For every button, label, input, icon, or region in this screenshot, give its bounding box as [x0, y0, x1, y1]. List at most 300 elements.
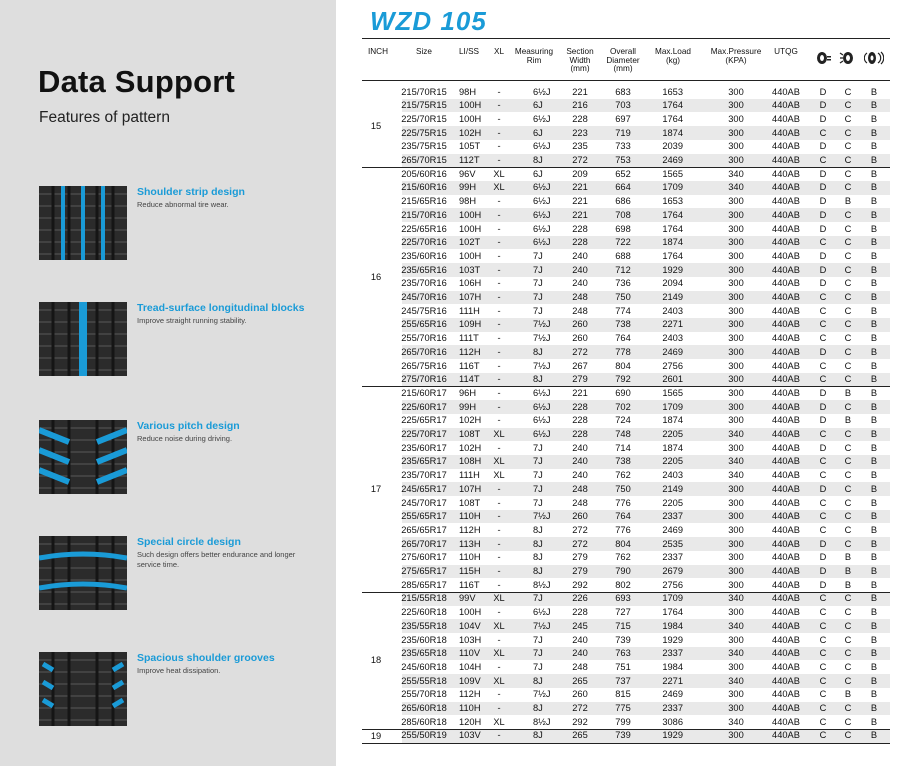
table-cell: D	[819, 442, 827, 453]
table-cell: 1709	[662, 401, 683, 412]
table-cell: C	[819, 703, 827, 713]
table-cell: 340	[728, 168, 744, 179]
tread-pattern-icon	[39, 652, 127, 726]
table-cell: 228	[572, 237, 588, 248]
table-cell: 300	[728, 524, 744, 535]
table-cell: 7J	[533, 264, 543, 275]
table-cell: 2535	[662, 538, 683, 549]
table-row	[402, 729, 890, 743]
table-cell: B	[870, 292, 878, 302]
table-cell: D	[819, 168, 827, 179]
table-cell: 100H	[459, 250, 482, 261]
table-cell: 738	[615, 456, 631, 467]
table-cell: 300	[728, 333, 744, 344]
table-cell: 7J	[533, 661, 543, 672]
table-cell: B	[870, 237, 878, 248]
table-cell: B	[870, 182, 878, 193]
table-cell: 750	[615, 483, 631, 494]
table-cell: 1764	[662, 607, 683, 618]
table-row	[402, 523, 890, 537]
table-cell: D	[819, 401, 827, 412]
table-cell: 300	[728, 511, 744, 522]
table-cell: 100H	[459, 209, 482, 220]
table-row	[402, 414, 890, 428]
table-cell: 104V	[459, 620, 481, 631]
table-cell: 228	[572, 401, 588, 412]
table-cell: C	[819, 360, 827, 371]
table-cell: 215/70R15	[401, 86, 447, 97]
table-cell: 690	[615, 387, 631, 398]
table-cell: 96V	[459, 168, 476, 179]
table-row	[402, 702, 890, 716]
table-cell: C	[844, 675, 852, 686]
table-cell: 300	[728, 86, 744, 97]
table-cell: 6J	[533, 168, 543, 179]
table-cell: 440AB	[772, 470, 800, 481]
table-cell: 762	[615, 552, 631, 563]
table-cell: C	[844, 716, 852, 727]
table-cell: 300	[728, 552, 744, 563]
table-cell: 440AB	[772, 250, 800, 261]
table-cell: 1874	[662, 237, 683, 248]
table-cell: 300	[728, 100, 744, 111]
table-row	[402, 428, 890, 442]
table-cell: C	[819, 648, 827, 659]
table-cell: 248	[572, 292, 588, 302]
table-cell: 7J	[533, 250, 543, 261]
table-cell: B	[844, 579, 852, 590]
table-cell: C	[819, 675, 827, 686]
table-cell: 109H	[459, 319, 482, 330]
table-cell: C	[844, 305, 852, 316]
table-cell: 7J	[533, 278, 543, 289]
table-cell: 2205	[662, 429, 683, 439]
table-cell: 440AB	[772, 442, 800, 453]
table-cell: 215/60R16	[401, 182, 447, 193]
table-cell: 7J	[533, 442, 543, 453]
table-cell: 440AB	[772, 524, 800, 535]
table-cell: 440AB	[772, 429, 800, 439]
table-cell: C	[844, 100, 852, 111]
table-cell: -	[497, 607, 501, 618]
table-cell: B	[870, 113, 878, 124]
table-row	[402, 606, 890, 620]
table-cell: C	[819, 620, 827, 631]
table-cell: 712	[615, 264, 631, 275]
table-cell: C	[844, 113, 852, 124]
header-size: Size	[416, 47, 432, 56]
table-cell: D	[819, 209, 827, 220]
table-cell: XL	[493, 456, 505, 467]
table-cell: B	[870, 305, 878, 316]
table-cell: 739	[615, 634, 631, 645]
table-cell: 255/65R17	[401, 511, 447, 522]
table-cell: B	[870, 168, 878, 179]
table-cell: 221	[572, 209, 588, 220]
page-subtitle: Features of pattern	[39, 109, 170, 126]
table-cell: XL	[493, 648, 505, 659]
table-cell: -	[497, 86, 501, 97]
table-cell: C	[819, 155, 827, 165]
table-cell: 802	[615, 579, 631, 590]
table-cell: -	[497, 346, 501, 357]
table-cell: 727	[615, 607, 631, 618]
table-cell: 6½J	[533, 401, 551, 412]
table-cell: B	[870, 607, 878, 618]
table-cell: 245/60R18	[401, 661, 447, 672]
table-cell: 300	[728, 264, 744, 275]
table-cell: C	[819, 689, 827, 700]
table-cell: -	[497, 387, 501, 398]
table-row	[402, 112, 890, 126]
table-cell: 778	[615, 346, 631, 357]
table-cell: C	[844, 730, 852, 741]
table-cell: C	[819, 374, 827, 385]
table-cell: B	[870, 470, 878, 481]
table-row	[402, 318, 890, 332]
table-cell: 440AB	[772, 689, 800, 700]
table-cell: B	[870, 675, 878, 686]
table-cell: C	[844, 374, 852, 385]
table-cell: C	[844, 483, 852, 494]
table-cell: 205/60R16	[401, 168, 447, 179]
table-cell: 225/70R16	[401, 237, 447, 248]
table-cell: C	[844, 360, 852, 371]
table-row	[402, 400, 890, 414]
table-cell: 110H	[459, 552, 481, 563]
table-cell: 226	[572, 593, 588, 604]
table-cell: 440AB	[772, 648, 800, 659]
table-cell: B	[870, 620, 878, 631]
table-cell: 440AB	[772, 155, 800, 165]
table-cell: 292	[572, 579, 588, 590]
table-cell: 279	[572, 552, 588, 563]
table-cell: 2337	[662, 511, 683, 522]
table-cell: 114T	[459, 374, 480, 385]
table-cell: B	[870, 456, 878, 467]
table-cell: 108T	[459, 497, 481, 508]
table-cell: 750	[615, 292, 631, 302]
table-cell: 1874	[662, 442, 683, 453]
table-cell: 6½J	[533, 387, 551, 398]
table-cell: -	[497, 360, 501, 371]
table-row	[402, 441, 890, 455]
table-cell: 108T	[459, 429, 481, 439]
table-cell: 228	[572, 113, 588, 124]
table-cell: 235/65R17	[401, 456, 447, 467]
table-cell: C	[844, 429, 852, 439]
table-cell: 255/70R18	[401, 689, 447, 700]
table-cell: 215/55R18	[401, 593, 447, 604]
table-row	[402, 195, 890, 209]
table-cell: 111H	[459, 305, 480, 316]
table-cell: C	[819, 333, 827, 344]
table-row	[402, 181, 890, 195]
table-cell: 228	[572, 429, 588, 439]
table-cell: 3086	[662, 716, 683, 727]
table-cell: 260	[572, 333, 588, 344]
table-row	[402, 592, 890, 606]
table-cell: 733	[615, 141, 631, 152]
table-cell: 6J	[533, 100, 543, 111]
tire-treadwear-icon	[814, 51, 832, 65]
table-cell: 8J	[533, 374, 543, 385]
table-cell: B	[870, 497, 878, 508]
table-cell: 248	[572, 483, 588, 494]
table-cell: 112H	[459, 689, 481, 700]
table-cell: 300	[728, 319, 744, 330]
spec-table	[362, 38, 890, 762]
table-cell: B	[870, 278, 878, 289]
tread-pattern-icon	[39, 302, 127, 376]
table-row	[402, 565, 890, 579]
table-cell: B	[870, 593, 878, 604]
table-cell: 340	[728, 470, 744, 481]
table-cell: 8J	[533, 703, 543, 713]
table-cell: 300	[728, 223, 744, 234]
table-cell: 265/75R16	[401, 360, 447, 371]
table-row	[402, 373, 890, 387]
table-cell: 6½J	[533, 209, 551, 220]
table-cell: 753	[615, 155, 631, 165]
table-cell: 6½J	[533, 86, 551, 97]
table-row	[402, 578, 890, 592]
table-cell: B	[870, 730, 878, 741]
table-cell: C	[819, 470, 827, 481]
table-cell: 221	[572, 387, 588, 398]
brand-logo: WZD 105	[370, 6, 487, 36]
table-cell: 98H	[459, 196, 477, 207]
table-cell: B	[870, 661, 878, 672]
table-cell: XL	[493, 593, 505, 604]
table-cell: 225/65R16	[401, 223, 447, 234]
table-cell: B	[870, 223, 878, 234]
table-cell: 245/70R16	[401, 292, 447, 302]
table-cell: B	[870, 374, 878, 385]
table-row	[402, 154, 890, 168]
table-cell: B	[870, 634, 878, 645]
table-cell: 300	[728, 360, 744, 371]
table-cell: B	[844, 387, 852, 398]
table-cell: 245/70R17	[401, 497, 447, 508]
table-cell: 285/65R17	[401, 579, 447, 590]
table-cell: 719	[615, 127, 631, 138]
table-cell: C	[844, 182, 852, 193]
table-cell: 776	[615, 524, 631, 535]
table-cell: 105T	[459, 141, 481, 152]
table-cell: 8½J	[533, 716, 551, 727]
table-cell: 102T	[459, 237, 481, 248]
table-cell: 686	[615, 196, 631, 207]
table-cell: C	[819, 634, 827, 645]
table-cell: 102H	[459, 442, 482, 453]
table-cell: 708	[615, 209, 631, 220]
table-row	[402, 263, 890, 277]
table-cell: 300	[728, 661, 744, 672]
table-cell: B	[870, 209, 878, 220]
table-cell: 215/65R16	[401, 196, 447, 207]
table-cell: 664	[615, 182, 631, 193]
table-cell: 235/60R18	[401, 634, 447, 645]
table-cell: C	[819, 429, 827, 439]
table-row	[402, 236, 890, 250]
table-cell: C	[819, 593, 827, 604]
table-row	[402, 99, 890, 113]
feature-description: Improve heat dissipation.	[137, 666, 221, 675]
feature-description: Such design offers better endurance and longer service time.	[137, 550, 296, 569]
table-cell: -	[497, 278, 501, 289]
table-cell: -	[497, 141, 501, 152]
table-cell: C	[844, 127, 852, 138]
table-cell: 440AB	[772, 141, 800, 152]
table-cell: 776	[615, 497, 631, 508]
table-cell: C	[819, 716, 827, 727]
table-cell: B	[870, 579, 878, 590]
table-cell: 267	[572, 360, 588, 371]
table-cell: 340	[728, 675, 744, 686]
table-cell: 300	[728, 497, 744, 508]
table-cell: -	[497, 374, 501, 385]
table-cell: 275/70R16	[401, 374, 447, 385]
table-cell: 440AB	[772, 346, 800, 357]
table-cell: 7½J	[533, 319, 551, 330]
table-cell: 1929	[662, 264, 683, 275]
table-cell: C	[844, 607, 852, 618]
table-cell: 98H	[459, 86, 477, 97]
table-cell: -	[497, 209, 501, 220]
feature-title: Special circle design	[137, 536, 241, 548]
table-cell: C	[844, 264, 852, 275]
table-cell: 340	[728, 648, 744, 659]
table-cell: -	[497, 415, 501, 426]
table-cell: 216	[572, 100, 588, 111]
table-row	[402, 715, 890, 729]
table-cell: 300	[728, 579, 744, 590]
feature-title: Spacious shoulder grooves	[137, 652, 275, 664]
table-cell: 2337	[662, 703, 683, 713]
table-cell: 440AB	[772, 264, 800, 275]
header-inch: INCH	[367, 47, 389, 56]
table-cell: 715	[615, 620, 631, 631]
table-cell: 7½J	[533, 360, 551, 371]
table-cell: 2337	[662, 552, 683, 563]
table-cell: B	[870, 415, 878, 426]
table-cell: 265/70R15	[401, 155, 447, 165]
inch-group-label: 17	[370, 484, 382, 495]
table-row	[402, 469, 890, 483]
table-cell: B	[844, 552, 852, 563]
table-cell: 240	[572, 634, 588, 645]
table-cell: -	[497, 127, 501, 138]
table-row	[402, 208, 890, 222]
table-cell: C	[844, 319, 852, 330]
table-cell: C	[844, 86, 852, 97]
table-cell: -	[497, 264, 501, 275]
table-cell: 2039	[662, 141, 683, 152]
table-cell: D	[819, 250, 827, 261]
table-cell: 440AB	[772, 675, 800, 686]
table-cell: 272	[572, 538, 588, 549]
table-cell: 109V	[459, 675, 481, 686]
table-cell: 440AB	[772, 497, 800, 508]
table-cell: C	[844, 511, 852, 522]
table-cell: 804	[615, 360, 631, 371]
table-cell: D	[819, 579, 827, 590]
inch-group-label: 19	[370, 730, 382, 741]
table-cell: 440AB	[772, 456, 800, 467]
table-cell: 7½J	[533, 689, 551, 700]
table-cell: 697	[615, 113, 631, 124]
feature-description: Reduce abnormal tire wear.	[137, 200, 229, 209]
group-divider	[362, 743, 890, 744]
table-cell: 300	[728, 401, 744, 412]
table-cell: D	[819, 196, 827, 207]
table-cell: 738	[615, 319, 631, 330]
table-cell: C	[819, 305, 827, 316]
table-cell: 235/60R16	[401, 250, 447, 261]
table-cell: C	[819, 456, 827, 467]
table-cell: -	[497, 113, 501, 124]
table-cell: 1653	[662, 196, 683, 207]
table-cell: 300	[728, 196, 744, 207]
group-divider	[362, 729, 890, 730]
table-cell: 2205	[662, 497, 683, 508]
table-cell: D	[819, 182, 827, 193]
table-cell: C	[819, 127, 827, 138]
table-cell: 225/60R18	[401, 607, 447, 618]
table-cell: 272	[572, 155, 588, 165]
table-cell: 7J	[533, 593, 543, 604]
table-cell: 300	[728, 305, 744, 316]
table-cell: 300	[728, 250, 744, 261]
table-cell: -	[497, 442, 501, 453]
table-cell: 440AB	[772, 716, 800, 727]
table-cell: -	[497, 566, 501, 576]
table-cell: -	[497, 579, 501, 590]
table-cell: 245/75R16	[401, 305, 447, 316]
table-cell: 7½J	[533, 333, 551, 344]
table-cell: 265	[572, 730, 588, 741]
table-cell: 225/75R15	[401, 127, 447, 138]
feature-title: Shoulder strip design	[137, 186, 245, 198]
table-cell: B	[870, 196, 878, 207]
table-cell: 2271	[662, 675, 683, 686]
table-cell: 7J	[533, 634, 543, 645]
table-cell: 8J	[533, 730, 543, 741]
table-cell: 815	[615, 689, 631, 700]
table-cell: 300	[728, 415, 744, 426]
table-cell: 99V	[459, 593, 476, 604]
table-cell: 2403	[662, 470, 683, 481]
table-cell: 279	[572, 566, 588, 576]
table-cell: 240	[572, 470, 588, 481]
table-cell: 300	[728, 689, 744, 700]
table-cell: 2403	[662, 333, 683, 344]
header-overall-diameter: Overall Diameter (mm)	[606, 47, 640, 73]
table-cell: 107H	[459, 483, 482, 494]
table-cell: 228	[572, 607, 588, 618]
table-cell: 6½J	[533, 196, 551, 207]
table-cell: 235/60R17	[401, 442, 447, 453]
table-cell: XL	[493, 168, 505, 179]
table-cell: D	[819, 387, 827, 398]
table-row	[402, 647, 890, 661]
table-cell: 113H	[459, 538, 481, 549]
table-cell: -	[497, 237, 501, 248]
table-cell: D	[819, 415, 827, 426]
table-cell: 724	[615, 415, 631, 426]
table-cell: 2094	[662, 278, 683, 289]
